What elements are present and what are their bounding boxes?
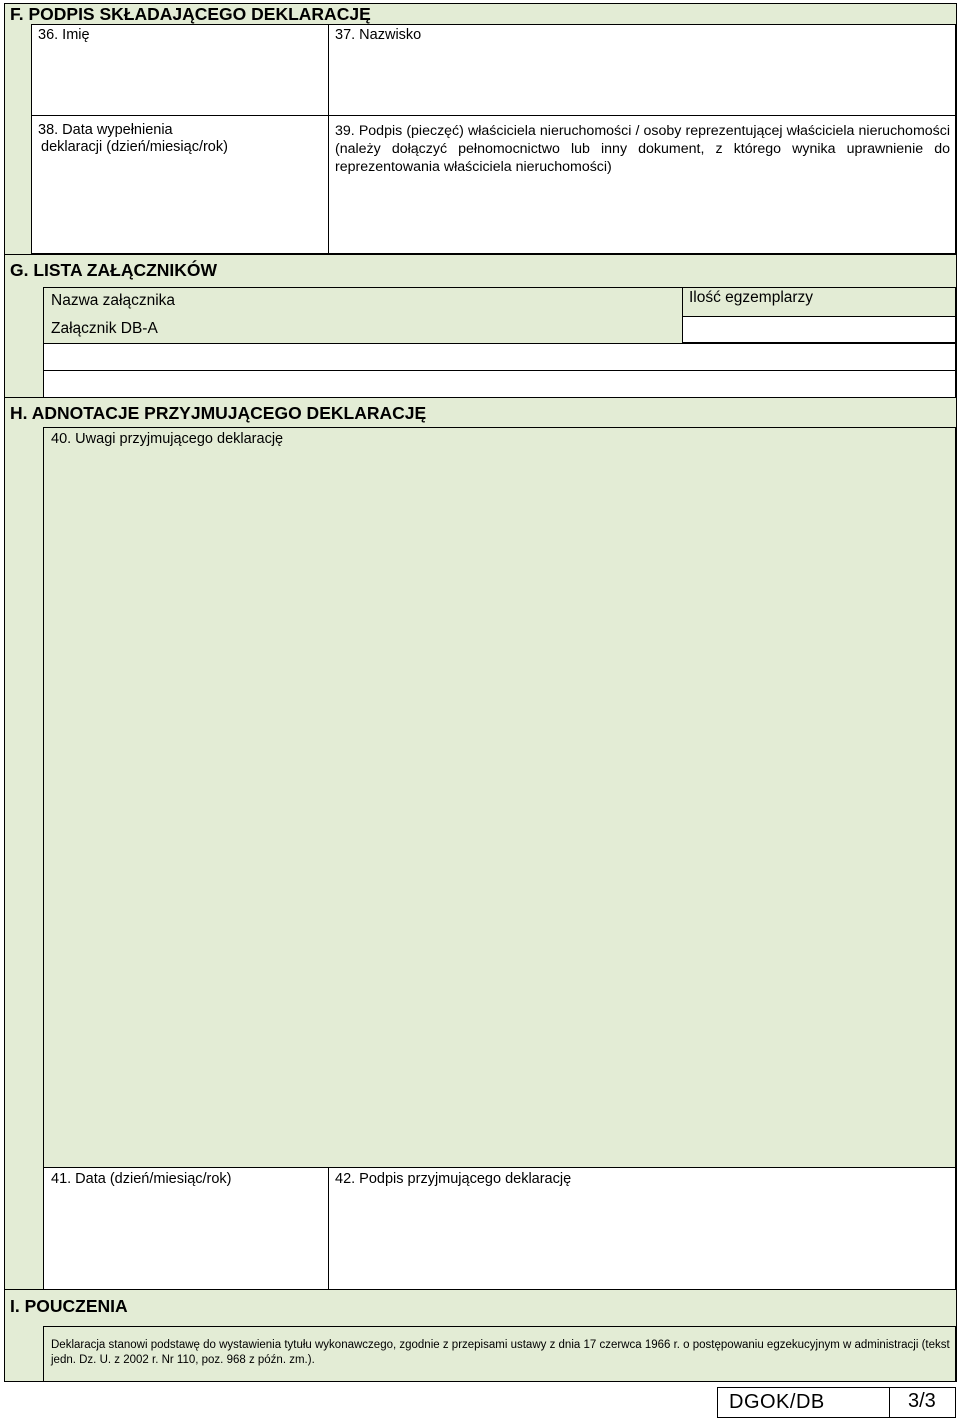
field-38-label-line2: deklaracji (dzień/miesiąc/rok) bbox=[41, 139, 228, 155]
field-38-label-line1: 38. Data wypełnienia bbox=[38, 122, 173, 138]
field-40-label: 40. Uwagi przyjmującego deklarację bbox=[51, 431, 284, 447]
field-37-label: 37. Nazwisko bbox=[335, 27, 422, 43]
copies-count-cell[interactable] bbox=[682, 316, 955, 343]
field-37-last-name[interactable] bbox=[328, 24, 956, 116]
section-h-title: H. ADNOTACJE PRZYJMUJĄCEGO DEKLARACJĘ bbox=[10, 403, 427, 423]
page-number-box bbox=[889, 1387, 956, 1418]
copies-count-cell[interactable] bbox=[682, 370, 955, 397]
section-i-title: I. POUCZENIA bbox=[10, 1296, 128, 1316]
field-41-label: 41. Data (dzień/miesiąc/rok) bbox=[51, 1171, 232, 1187]
section-g-title: G. LISTA ZAŁĄCZNIKÓW bbox=[10, 260, 218, 280]
field-41-receipt-date[interactable] bbox=[43, 1167, 329, 1290]
table-row bbox=[44, 314, 955, 343]
field-38-fill-date[interactable] bbox=[31, 115, 329, 254]
page-number: 3/3 bbox=[908, 1390, 936, 1412]
form-code-box bbox=[717, 1387, 890, 1418]
field-36-first-name[interactable] bbox=[31, 24, 329, 116]
attachment-name-cell[interactable] bbox=[44, 370, 683, 397]
instructions-text: Deklaracja stanowi podstawę do wystawienia tytułu wykonawczego, zgodnie z przepisami ustawy z dnia 17 czerwca 1966 r. o postępowaniu egzekucyjnym w administracji (tekst jedn. Dz. U. z 2002 r. Nr 110, poz. 968 z późn. zm.). bbox=[51, 1339, 950, 1366]
field-39-signature[interactable] bbox=[328, 115, 956, 254]
attachment-name-cell[interactable] bbox=[44, 343, 683, 371]
field-36-label: 36. Imię bbox=[38, 27, 90, 43]
section-f-title: F. PODPIS SKŁADAJĄCEGO DEKLARACJĘ bbox=[10, 4, 371, 24]
attachment-name-cell[interactable]: Załącznik DB-A bbox=[51, 320, 158, 337]
col-attachment-name-header: Nazwa załącznika bbox=[51, 292, 176, 309]
instructions-box bbox=[43, 1326, 956, 1382]
field-42-label: 42. Podpis przyjmującego deklarację bbox=[335, 1171, 572, 1187]
field-39-label: 39. Podpis (pieczęć) właściciela nieruchomości / osoby reprezentującej właściciela nieruchomości (należy dołączyć pełnomocnictwo lub inny dokument, z którego wynika uprawnienie do reprezentowania właściciela nieruchomości) bbox=[335, 123, 950, 175]
copies-count-cell[interactable] bbox=[682, 343, 955, 371]
col-copies-count-header: Ilość egzemplarzy bbox=[689, 289, 814, 306]
field-42-receiver-signature[interactable] bbox=[328, 1167, 956, 1290]
attachments-table bbox=[43, 287, 956, 398]
form-code: DGOK/DB bbox=[729, 1391, 825, 1413]
field-40-remarks[interactable] bbox=[43, 427, 956, 1168]
